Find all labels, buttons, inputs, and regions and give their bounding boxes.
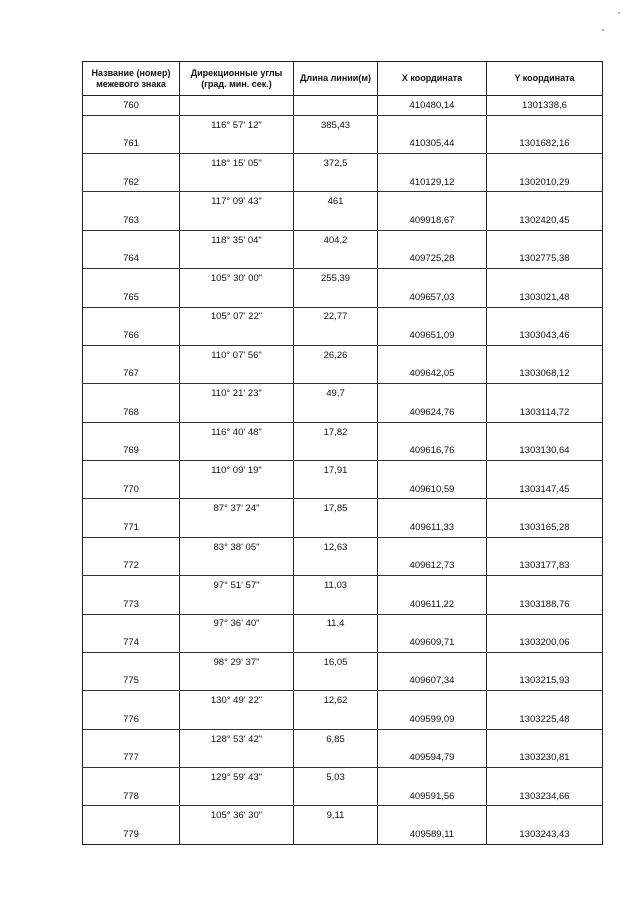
bearing-cell: 98° 29' 37" (180, 652, 294, 671)
point-name-cell-empty (83, 269, 180, 288)
bearing-cell-empty (180, 518, 294, 537)
point-name-cell-empty (83, 806, 180, 825)
bearing-cell-empty (180, 787, 294, 806)
length-cell-empty (294, 748, 378, 767)
bearing-cell: 128° 53' 42" (180, 729, 294, 748)
segment-row (83, 499, 603, 518)
point-row (83, 825, 603, 844)
header-bearing: Дирекционные углы (град. мин. сек.) (180, 62, 294, 96)
y-coordinate-cell: 1303188,76 (487, 595, 603, 614)
length-cell: 49,7 (294, 384, 378, 403)
segment-row (83, 729, 603, 748)
x-coordinate-cell-empty (378, 537, 487, 556)
bearing-cell: 118° 15' 05" (180, 154, 294, 173)
point-row (83, 326, 603, 345)
x-coordinate-cell: 409591,56 (378, 787, 487, 806)
x-coordinate-cell: 409616,76 (378, 441, 487, 460)
point-name-cell: 779 (83, 825, 180, 844)
x-coordinate-cell-empty (378, 461, 487, 480)
bearing-cell-empty (180, 557, 294, 576)
segment-row (83, 192, 603, 211)
bearing-cell-empty (180, 748, 294, 767)
boundary-coordinates-sheet (82, 61, 602, 845)
y-coordinate-cell-empty (487, 230, 603, 249)
length-cell-empty (294, 288, 378, 307)
bearing-cell-empty (180, 710, 294, 729)
length-cell: 26,26 (294, 345, 378, 364)
point-name-cell: 772 (83, 557, 180, 576)
x-coordinate-cell-empty (378, 115, 487, 134)
bearing-cell: 97° 51' 57" (180, 576, 294, 595)
point-name-cell-empty (83, 768, 180, 787)
point-name-cell-empty (83, 461, 180, 480)
x-coordinate-cell: 409918,67 (378, 211, 487, 230)
point-row (83, 96, 603, 116)
point-name-cell-empty (83, 576, 180, 595)
length-cell: 11,4 (294, 614, 378, 633)
header-y-coordinate: Y координата (487, 62, 603, 96)
point-row (83, 288, 603, 307)
x-coordinate-cell: 409610,59 (378, 480, 487, 499)
length-cell-empty (294, 96, 378, 116)
segment-row (83, 269, 603, 288)
point-name-cell-empty (83, 691, 180, 710)
point-name-cell-empty (83, 345, 180, 364)
length-cell-empty (294, 250, 378, 269)
bearing-cell-empty (180, 480, 294, 499)
x-coordinate-cell-empty (378, 307, 487, 326)
point-name-cell: 775 (83, 672, 180, 691)
bearing-cell-empty (180, 96, 294, 116)
y-coordinate-cell: 1303230,81 (487, 748, 603, 767)
segment-row (83, 345, 603, 364)
y-coordinate-cell-empty (487, 499, 603, 518)
length-cell-empty (294, 326, 378, 345)
y-coordinate-cell-empty (487, 652, 603, 671)
x-coordinate-cell-empty (378, 729, 487, 748)
point-name-cell-empty (83, 537, 180, 556)
length-cell-empty (294, 672, 378, 691)
header-point-name: Название (номер) межевого знака (83, 62, 180, 96)
scan-speck (602, 29, 604, 31)
length-cell: 11,03 (294, 576, 378, 595)
x-coordinate-cell: 409651,09 (378, 326, 487, 345)
x-coordinate-cell-empty (378, 230, 487, 249)
x-coordinate-cell-empty (378, 345, 487, 364)
x-coordinate-cell-empty (378, 499, 487, 518)
y-coordinate-cell-empty (487, 345, 603, 364)
point-row (83, 633, 603, 652)
x-coordinate-cell-empty (378, 768, 487, 787)
point-name-cell-empty (83, 115, 180, 134)
point-row (83, 403, 603, 422)
point-row (83, 211, 603, 230)
point-name-cell: 770 (83, 480, 180, 499)
point-name-cell: 764 (83, 250, 180, 269)
bearing-cell-empty (180, 403, 294, 422)
point-name-cell: 761 (83, 134, 180, 153)
x-coordinate-cell-empty (378, 422, 487, 441)
bearing-cell: 105° 07' 22" (180, 307, 294, 326)
length-cell-empty (294, 825, 378, 844)
length-cell-empty (294, 633, 378, 652)
bearing-cell: 83° 38' 05" (180, 537, 294, 556)
length-cell-empty (294, 403, 378, 422)
point-name-cell: 762 (83, 173, 180, 192)
point-row (83, 595, 603, 614)
point-name-cell: 763 (83, 211, 180, 230)
length-cell-empty (294, 710, 378, 729)
y-coordinate-cell: 1303021,48 (487, 288, 603, 307)
length-cell-empty (294, 787, 378, 806)
point-row (83, 250, 603, 269)
point-name-cell: 778 (83, 787, 180, 806)
point-name-cell: 760 (83, 96, 180, 116)
segment-row (83, 576, 603, 595)
table-header-row (83, 62, 603, 96)
length-cell: 22,77 (294, 307, 378, 326)
bearing-cell-empty (180, 825, 294, 844)
y-coordinate-cell: 1303043,46 (487, 326, 603, 345)
y-coordinate-cell-empty (487, 461, 603, 480)
x-coordinate-cell: 410305,44 (378, 134, 487, 153)
length-cell-empty (294, 441, 378, 460)
x-coordinate-cell: 409589,11 (378, 825, 487, 844)
segment-row (83, 768, 603, 787)
bearing-cell-empty (180, 173, 294, 192)
bearing-cell: 97° 36' 40" (180, 614, 294, 633)
length-cell: 461 (294, 192, 378, 211)
bearing-cell: 118° 35' 04" (180, 230, 294, 249)
bearing-cell-empty (180, 326, 294, 345)
point-name-cell: 765 (83, 288, 180, 307)
length-cell: 404,2 (294, 230, 378, 249)
point-row (83, 710, 603, 729)
segment-row (83, 461, 603, 480)
bearing-cell-empty (180, 134, 294, 153)
length-cell: 6,85 (294, 729, 378, 748)
point-name-cell: 773 (83, 595, 180, 614)
x-coordinate-cell-empty (378, 691, 487, 710)
y-coordinate-cell-empty (487, 537, 603, 556)
segment-row (83, 537, 603, 556)
length-cell-empty (294, 365, 378, 384)
point-name-cell: 767 (83, 365, 180, 384)
point-row (83, 748, 603, 767)
segment-row (83, 154, 603, 173)
y-coordinate-cell-empty (487, 691, 603, 710)
y-coordinate-cell: 1303215,93 (487, 672, 603, 691)
point-name-cell-empty (83, 384, 180, 403)
point-row (83, 557, 603, 576)
length-cell: 12,62 (294, 691, 378, 710)
point-name-cell: 766 (83, 326, 180, 345)
y-coordinate-cell: 1303200,06 (487, 633, 603, 652)
point-row (83, 441, 603, 460)
point-row (83, 134, 603, 153)
x-coordinate-cell-empty (378, 154, 487, 173)
x-coordinate-cell: 409611,22 (378, 595, 487, 614)
y-coordinate-cell-empty (487, 154, 603, 173)
point-name-cell-empty (83, 499, 180, 518)
bearing-cell: 116° 40' 48" (180, 422, 294, 441)
point-name-cell-empty (83, 154, 180, 173)
x-coordinate-cell: 410480,14 (378, 96, 487, 116)
length-cell-empty (294, 557, 378, 576)
length-cell-empty (294, 595, 378, 614)
y-coordinate-cell-empty (487, 307, 603, 326)
x-coordinate-cell-empty (378, 652, 487, 671)
y-coordinate-cell-empty (487, 576, 603, 595)
y-coordinate-cell: 1303243,43 (487, 825, 603, 844)
bearing-cell-empty (180, 211, 294, 230)
segment-row (83, 691, 603, 710)
length-cell-empty (294, 480, 378, 499)
x-coordinate-cell-empty (378, 192, 487, 211)
point-row (83, 480, 603, 499)
y-coordinate-cell-empty (487, 422, 603, 441)
x-coordinate-cell: 409725,28 (378, 250, 487, 269)
point-row (83, 173, 603, 192)
y-coordinate-cell-empty (487, 384, 603, 403)
y-coordinate-cell: 1303225,48 (487, 710, 603, 729)
point-name-cell: 768 (83, 403, 180, 422)
y-coordinate-cell: 1303114,72 (487, 403, 603, 422)
x-coordinate-cell: 410129,12 (378, 173, 487, 192)
y-coordinate-cell-empty (487, 192, 603, 211)
y-coordinate-cell: 1301338,6 (487, 96, 603, 116)
y-coordinate-cell: 1303068,12 (487, 365, 603, 384)
y-coordinate-cell: 1303234,66 (487, 787, 603, 806)
x-coordinate-cell: 409642,05 (378, 365, 487, 384)
length-cell: 12,63 (294, 537, 378, 556)
point-name-cell: 776 (83, 710, 180, 729)
y-coordinate-cell: 1302775,38 (487, 250, 603, 269)
point-name-cell-empty (83, 614, 180, 633)
point-row (83, 787, 603, 806)
point-row (83, 518, 603, 537)
segment-row (83, 422, 603, 441)
y-coordinate-cell: 1302420,45 (487, 211, 603, 230)
length-cell-empty (294, 173, 378, 192)
y-coordinate-cell: 1303147,45 (487, 480, 603, 499)
table-body (83, 96, 603, 845)
segment-row (83, 652, 603, 671)
y-coordinate-cell: 1303165,28 (487, 518, 603, 537)
bearing-cell-empty (180, 288, 294, 307)
length-cell: 255,39 (294, 269, 378, 288)
length-cell-empty (294, 211, 378, 230)
y-coordinate-cell-empty (487, 768, 603, 787)
x-coordinate-cell: 409607,34 (378, 672, 487, 691)
point-row (83, 365, 603, 384)
point-name-cell-empty (83, 729, 180, 748)
bearing-cell-empty (180, 250, 294, 269)
point-name-cell-empty (83, 652, 180, 671)
bearing-cell-empty (180, 595, 294, 614)
bearing-cell: 117° 09' 43" (180, 192, 294, 211)
length-cell-empty (294, 134, 378, 153)
length-cell: 16,05 (294, 652, 378, 671)
x-coordinate-cell: 409657,03 (378, 288, 487, 307)
point-name-cell: 777 (83, 748, 180, 767)
x-coordinate-cell-empty (378, 384, 487, 403)
bearing-cell-empty (180, 633, 294, 652)
segment-row (83, 806, 603, 825)
segment-row (83, 384, 603, 403)
bearing-cell-empty (180, 365, 294, 384)
x-coordinate-cell-empty (378, 576, 487, 595)
point-name-cell-empty (83, 230, 180, 249)
point-name-cell: 769 (83, 441, 180, 460)
length-cell-empty (294, 518, 378, 537)
y-coordinate-cell-empty (487, 269, 603, 288)
point-row (83, 672, 603, 691)
point-name-cell: 771 (83, 518, 180, 537)
length-cell: 5,03 (294, 768, 378, 787)
x-coordinate-cell-empty (378, 269, 487, 288)
segment-row (83, 115, 603, 134)
point-name-cell-empty (83, 422, 180, 441)
bearing-cell: 105° 30' 00" (180, 269, 294, 288)
scan-speck (618, 12, 620, 14)
point-name-cell: 774 (83, 633, 180, 652)
bearing-cell: 130° 49' 22" (180, 691, 294, 710)
length-cell: 372,5 (294, 154, 378, 173)
bearing-cell: 87° 37' 24" (180, 499, 294, 518)
bearing-cell-empty (180, 441, 294, 460)
segment-row (83, 230, 603, 249)
x-coordinate-cell: 409594,79 (378, 748, 487, 767)
y-coordinate-cell: 1302010,29 (487, 173, 603, 192)
bearing-cell: 110° 09' 19" (180, 461, 294, 480)
x-coordinate-cell-empty (378, 806, 487, 825)
point-name-cell-empty (83, 307, 180, 326)
bearing-cell: 110° 21' 23" (180, 384, 294, 403)
length-cell: 17,82 (294, 422, 378, 441)
x-coordinate-cell: 409624,76 (378, 403, 487, 422)
boundary-coordinates-table (82, 61, 603, 845)
length-cell: 17,91 (294, 461, 378, 480)
y-coordinate-cell-empty (487, 115, 603, 134)
length-cell: 9,11 (294, 806, 378, 825)
bearing-cell: 110° 07' 56" (180, 345, 294, 364)
bearing-cell: 105° 36' 30" (180, 806, 294, 825)
point-name-cell-empty (83, 192, 180, 211)
x-coordinate-cell: 409611,33 (378, 518, 487, 537)
header-x-coordinate: X координата (378, 62, 487, 96)
segment-row (83, 307, 603, 326)
y-coordinate-cell: 1303130,64 (487, 441, 603, 460)
y-coordinate-cell: 1301682,16 (487, 134, 603, 153)
x-coordinate-cell: 409612,73 (378, 557, 487, 576)
y-coordinate-cell-empty (487, 614, 603, 633)
x-coordinate-cell: 409609,71 (378, 633, 487, 652)
segment-row (83, 614, 603, 633)
x-coordinate-cell-empty (378, 614, 487, 633)
bearing-cell: 116° 57' 12" (180, 115, 294, 134)
bearing-cell: 129° 59' 43" (180, 768, 294, 787)
x-coordinate-cell: 409599,09 (378, 710, 487, 729)
y-coordinate-cell-empty (487, 729, 603, 748)
header-line-length: Длина линии(м) (294, 62, 378, 96)
y-coordinate-cell-empty (487, 806, 603, 825)
y-coordinate-cell: 1303177,83 (487, 557, 603, 576)
length-cell: 385,43 (294, 115, 378, 134)
bearing-cell-empty (180, 672, 294, 691)
length-cell: 17,85 (294, 499, 378, 518)
